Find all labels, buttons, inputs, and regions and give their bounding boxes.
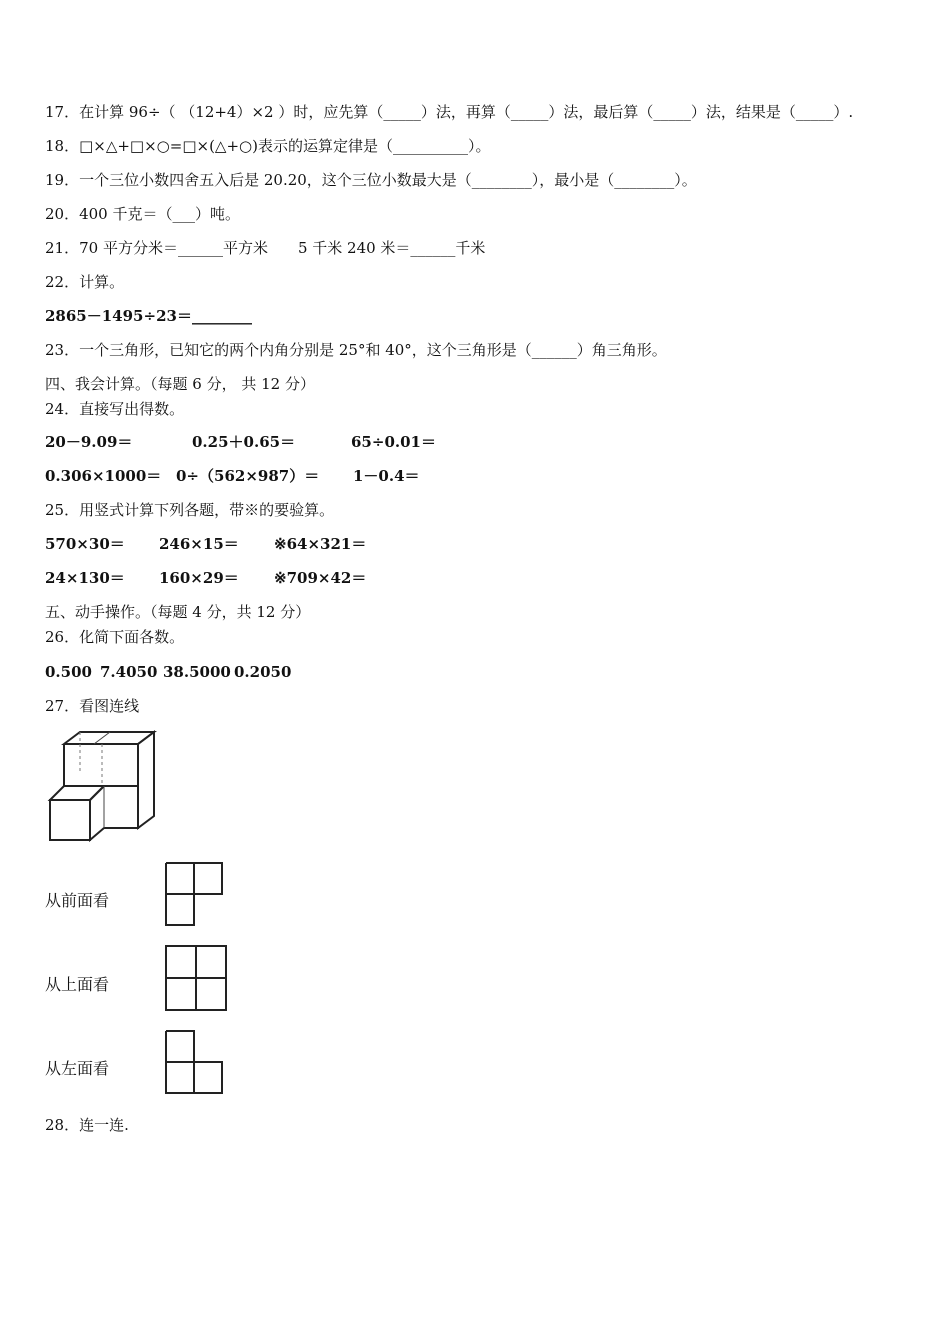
q25-item: 246×15＝	[159, 535, 239, 553]
left-view-diagram	[162, 1028, 226, 1096]
section-5-heading: 五、动手操作。（每题 4 分，共 12 分）	[45, 603, 311, 621]
view-front-label: 从前面看	[45, 891, 110, 910]
q26-number: 7.4050	[100, 663, 158, 681]
question-23: 23．一个三角形，已知它的两个内角分别是 25°和 40°，这个三角形是（______）角三角形。	[45, 341, 667, 359]
q25-item: 24×130＝	[45, 569, 125, 587]
q25-item: 160×29＝	[159, 569, 239, 587]
section-4-heading: 四、我会计算。（每题 6 分， 共 12 分）	[45, 375, 315, 393]
q24-item: 0.306×1000＝	[45, 467, 162, 485]
q24-row-1	[45, 432, 545, 452]
q24-row-2	[45, 466, 545, 486]
q25-item: 570×30＝	[45, 535, 125, 553]
q26-number: 0.2050	[234, 663, 292, 681]
top-view-diagram	[162, 943, 230, 1013]
q26-number: 38.5000	[163, 663, 231, 681]
q25-item: ※709×42＝	[274, 569, 367, 587]
q24-item: 1－0.4＝	[353, 467, 420, 485]
front-view-diagram	[162, 860, 226, 928]
q26-numbers	[45, 662, 445, 682]
q25-row-1	[45, 534, 545, 554]
q24-item: 65÷0.01＝	[351, 433, 436, 451]
cube-stack-figure	[44, 728, 159, 846]
view-top-label: 从上面看	[45, 975, 110, 994]
question-18: 18．□×△+□×○=□×(△+○)表示的运算定律是（__________）。	[45, 137, 491, 155]
q25-item: ※64×321＝	[274, 535, 367, 553]
q26-number: 0.500	[45, 663, 92, 681]
question-28: 28．连一连.	[45, 1116, 129, 1134]
view-left-label: 从左面看	[45, 1059, 110, 1078]
question-22-expression: 2865－1495÷23＝________	[45, 307, 252, 325]
question-24: 24．直接写出得数。	[45, 400, 185, 418]
question-20: 20．400 千克＝（___）吨。	[45, 205, 240, 223]
question-17: 17．在计算 96÷（ （12+4）×2 ）时，应先算（_____）法，再算（_____）法，最后算（_____）法，结果是（_____）.	[45, 103, 854, 121]
question-22: 22．计算。	[45, 273, 125, 291]
question-19: 19．一个三位小数四舍五入后是 20.20，这个三位小数最大是（________），最小是（________）。	[45, 171, 697, 189]
q25-row-2	[45, 568, 545, 588]
question-26: 26．化简下面各数。	[45, 628, 185, 646]
q24-item: 0÷（562×987）＝	[176, 467, 320, 485]
q24-item: 0.25＋0.65＝	[192, 433, 296, 451]
question-25: 25．用竖式计算下列各题，带※的要验算。	[45, 501, 335, 519]
q24-item: 20－9.09＝	[45, 433, 133, 451]
question-27: 27．看图连线	[45, 697, 140, 715]
question-21: 21．70 平方分米＝______平方米 5 千米 240 米＝______千米	[45, 239, 486, 257]
